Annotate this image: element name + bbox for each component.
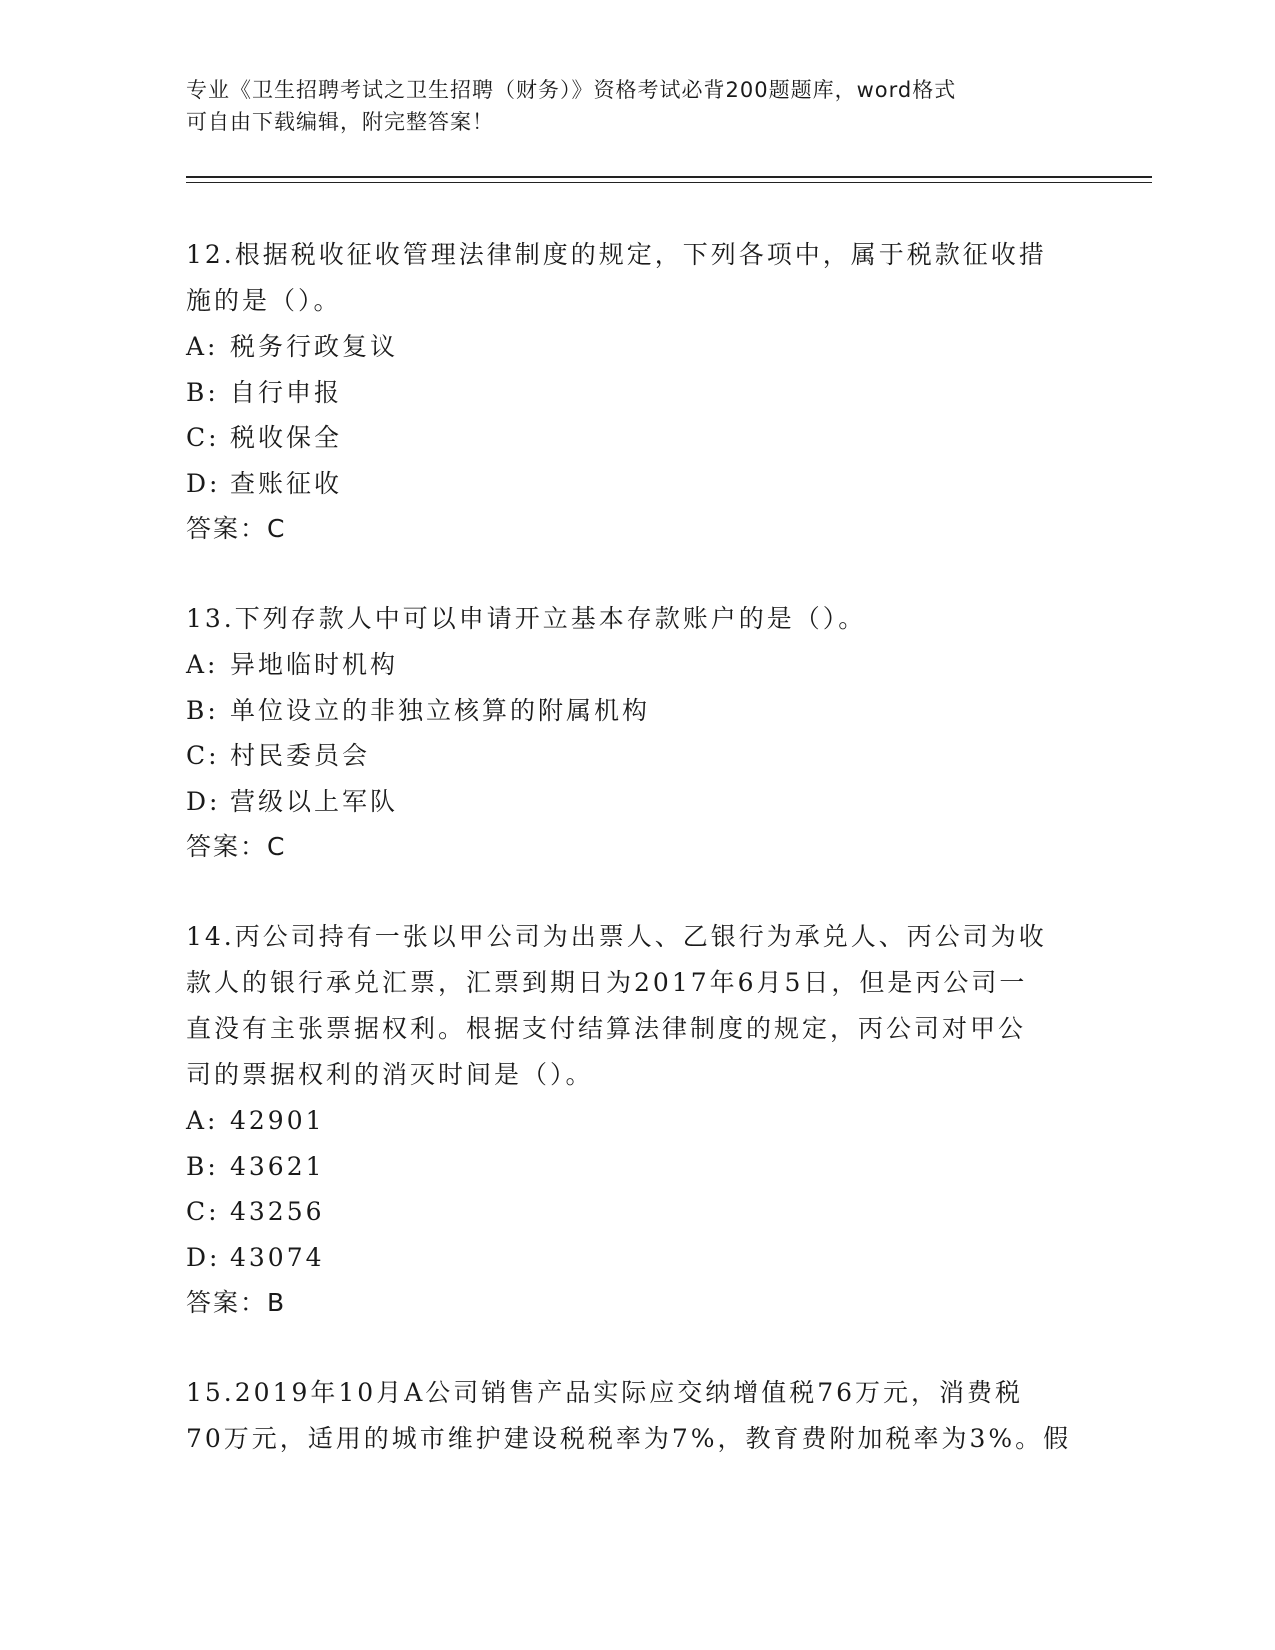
question-stem-line: 15.2019年10月A公司销售产品实际应交纳增值税76万元，消费税 bbox=[186, 1378, 1024, 1407]
option-text: 异地临时机构 bbox=[230, 650, 399, 679]
option-key: D: bbox=[186, 786, 221, 816]
question-15 bbox=[186, 1370, 1086, 1462]
option-c bbox=[186, 733, 1086, 779]
option-key: A: bbox=[186, 650, 219, 679]
option-d bbox=[186, 461, 1086, 507]
answer-label: 答案：B bbox=[186, 1288, 287, 1317]
question-stem-line: 12.根据税收征收管理法律制度的规定，下列各项中，属于税款征收措 bbox=[186, 240, 1047, 269]
header-divider-thin bbox=[186, 182, 1152, 183]
option-key: B: bbox=[186, 695, 219, 725]
option-key: B: bbox=[186, 377, 219, 407]
option-text: 查账征收 bbox=[230, 468, 343, 498]
question-spacer bbox=[186, 1326, 1086, 1370]
question-stem-line: 施的是（）。 bbox=[186, 286, 342, 315]
option-text: 单位设立的非独立核算的附属机构 bbox=[230, 695, 651, 725]
option-text: 43256 bbox=[230, 1197, 325, 1226]
question-14 bbox=[186, 914, 1086, 1326]
option-text: 42901 bbox=[230, 1106, 325, 1135]
option-text: 43074 bbox=[230, 1242, 325, 1272]
option-c bbox=[186, 415, 1086, 461]
question-12 bbox=[186, 232, 1086, 552]
option-key: A: bbox=[186, 1106, 219, 1135]
option-key: B: bbox=[186, 1151, 219, 1181]
option-key: C: bbox=[186, 423, 220, 452]
header-line-2: 可自由下载编辑，附完整答案！ bbox=[186, 110, 494, 134]
option-key: A: bbox=[186, 332, 219, 361]
option-b bbox=[186, 1144, 1086, 1190]
question-stem-line: 14.丙公司持有一张以甲公司为出票人、乙银行为承兑人、丙公司为收 bbox=[186, 922, 1047, 951]
option-b bbox=[186, 688, 1086, 734]
question-spacer bbox=[186, 552, 1086, 596]
option-key: D: bbox=[186, 468, 221, 498]
header-line-1: 专业《卫生招聘考试之卫生招聘（财务）》资格考试必背200题题库，word格式 bbox=[186, 78, 957, 102]
answer-label: 答案：C bbox=[186, 514, 287, 543]
question-stem-line: 司的票据权利的消灭时间是（）。 bbox=[186, 1060, 594, 1089]
option-key: D: bbox=[186, 1242, 221, 1272]
document-header bbox=[186, 74, 1066, 138]
option-text: 营级以上军队 bbox=[230, 786, 399, 816]
question-13 bbox=[186, 596, 1086, 870]
option-b bbox=[186, 370, 1086, 416]
option-text: 税务行政复议 bbox=[230, 332, 399, 361]
question-spacer bbox=[186, 870, 1086, 914]
question-stem-line: 13.下列存款人中可以申请开立基本存款账户的是（）。 bbox=[186, 604, 867, 633]
question-stem-line: 款人的银行承兑汇票，汇票到期日为2017年6月5日，但是丙公司一 bbox=[186, 968, 1028, 997]
option-text: 税收保全 bbox=[230, 423, 343, 452]
option-text: 43621 bbox=[230, 1151, 325, 1181]
option-c bbox=[186, 1189, 1086, 1235]
questions-list bbox=[186, 232, 1086, 1462]
option-a bbox=[186, 642, 1086, 688]
option-a bbox=[186, 324, 1086, 370]
question-stem-line: 直没有主张票据权利。根据支付结算法律制度的规定，丙公司对甲公 bbox=[186, 1014, 1027, 1043]
option-d bbox=[186, 1235, 1086, 1281]
answer-label: 答案：C bbox=[186, 832, 287, 861]
header-divider-thick bbox=[186, 176, 1152, 178]
option-key: C: bbox=[186, 1197, 220, 1226]
option-key: C: bbox=[186, 741, 220, 770]
option-a bbox=[186, 1098, 1086, 1144]
option-d bbox=[186, 779, 1086, 825]
question-stem-line: 70万元，适用的城市维护建设税税率为7%，教育费附加税率为3%。假 bbox=[186, 1424, 1072, 1453]
option-text: 村民委员会 bbox=[230, 741, 371, 770]
option-text: 自行申报 bbox=[230, 377, 343, 407]
